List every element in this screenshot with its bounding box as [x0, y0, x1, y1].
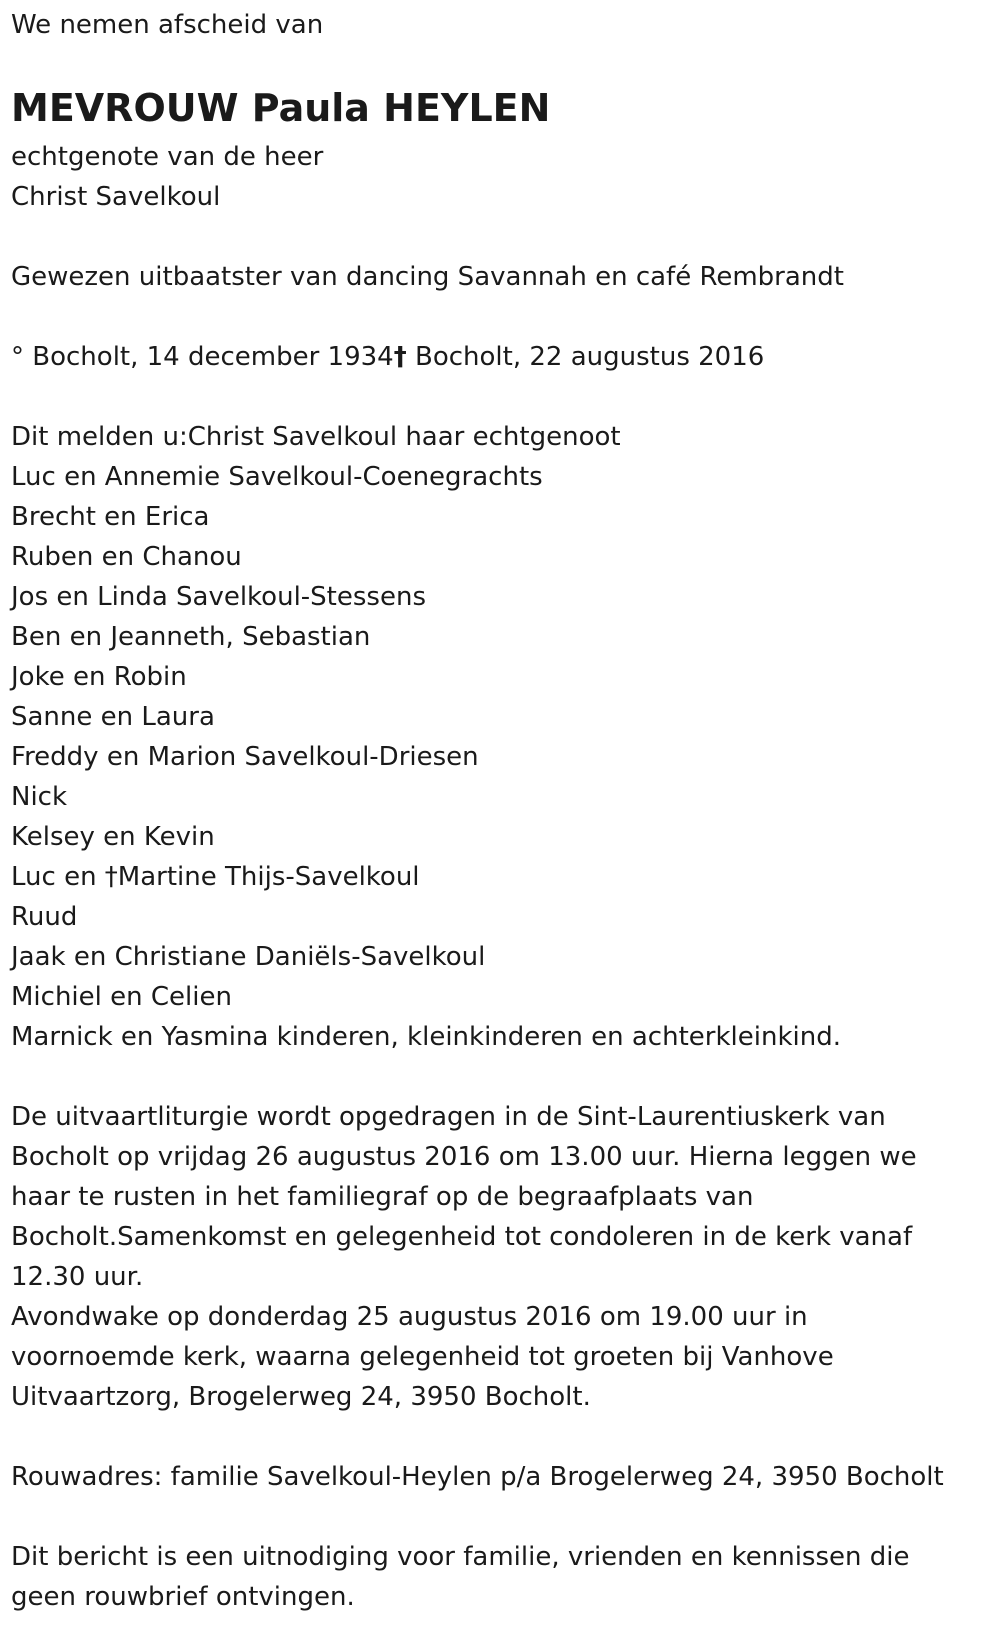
wake-paragraph [11, 1297, 986, 1417]
family-line: Luc en Annemie Savelkoul-Coenegrachts [11, 462, 543, 492]
family-line: Joke en Robin [11, 662, 187, 692]
spacer [11, 1057, 986, 1097]
family-line: Michiel en Celien [11, 982, 232, 1012]
spouse-line: echtgenote van de heer [11, 142, 324, 172]
funeral-line: De uitvaartliturgie wordt opgedragen in de Sint-Laurentiuskerk van [11, 1102, 886, 1132]
mourning-address: Rouwadres: familie Savelkoul-Heylen p/a Brogelerweg 24, 3950 Bocholt [11, 1462, 944, 1492]
funeral-paragraph [11, 1097, 986, 1297]
family-list [11, 417, 986, 1057]
death-date: Bocholt, 22 augustus 2016 [406, 342, 765, 372]
funeral-line: Bocholt.Samenkomst en gelegenheid tot condoleren in de kerk vanaf [11, 1222, 913, 1252]
funeral-line: Bocholt op vrijdag 26 augustus 2016 om 13.00 uur. Hierna leggen we [11, 1142, 917, 1172]
family-line: Jos en Linda Savelkoul-Stessens [11, 582, 426, 612]
cross-icon: † [393, 342, 407, 372]
dates-line [11, 337, 986, 377]
birth-date: ° Bocholt, 14 december 1934 [11, 342, 394, 372]
spacer [11, 217, 986, 257]
funeral-line: haar te rusten in het familiegraf op de begraafplaats van [11, 1182, 754, 1212]
closing-line: geen rouwbrief ontvingen. [11, 1582, 355, 1612]
family-line: Ben en Jeanneth, Sebastian [11, 622, 371, 652]
family-line: Sanne en Laura [11, 702, 215, 732]
spacer [11, 1417, 986, 1457]
family-line: Freddy en Marion Savelkoul-Driesen [11, 742, 479, 772]
family-line: Marnick en Yasmina kinderen, kleinkinderen en achterkleinkind. [11, 1022, 841, 1052]
family-line: Dit melden u:Christ Savelkoul haar echtgenoot [11, 422, 621, 452]
wake-line: Avondwake op donderdag 25 augustus 2016 om 19.00 uur in [11, 1302, 808, 1332]
intro-text: We nemen afscheid van [11, 10, 324, 40]
family-line: Brecht en Erica [11, 502, 210, 532]
closing-line: Dit bericht is een uitnodiging voor familie, vrienden en kennissen die [11, 1542, 910, 1572]
occupation-text: Gewezen uitbaatster van dancing Savannah en café Rembrandt [11, 262, 844, 292]
wake-line: voornoemde kerk, waarna gelegenheid tot groeten bij Vanhove [11, 1342, 834, 1372]
spacer [11, 1497, 986, 1537]
family-line: Nick [11, 782, 68, 812]
deceased-name: MEVROUW Paula HEYLEN [11, 86, 551, 130]
spouse-name: Christ Savelkoul [11, 182, 221, 212]
wake-line: Uitvaartzorg, Brogelerweg 24, 3950 Bocholt. [11, 1382, 591, 1412]
family-line: Jaak en Christiane Daniëls-Savelkoul [11, 942, 486, 972]
obituary-notice [11, 5, 986, 1617]
spacer [11, 377, 986, 417]
family-line: Ruben en Chanou [11, 542, 242, 572]
family-line: Kelsey en Kevin [11, 822, 215, 852]
funeral-line: 12.30 uur. [11, 1262, 144, 1292]
closing-paragraph [11, 1537, 986, 1617]
family-line: Luc en †Martine Thijs-Savelkoul [11, 862, 420, 892]
spacer [11, 297, 986, 337]
family-line: Ruud [11, 902, 78, 932]
